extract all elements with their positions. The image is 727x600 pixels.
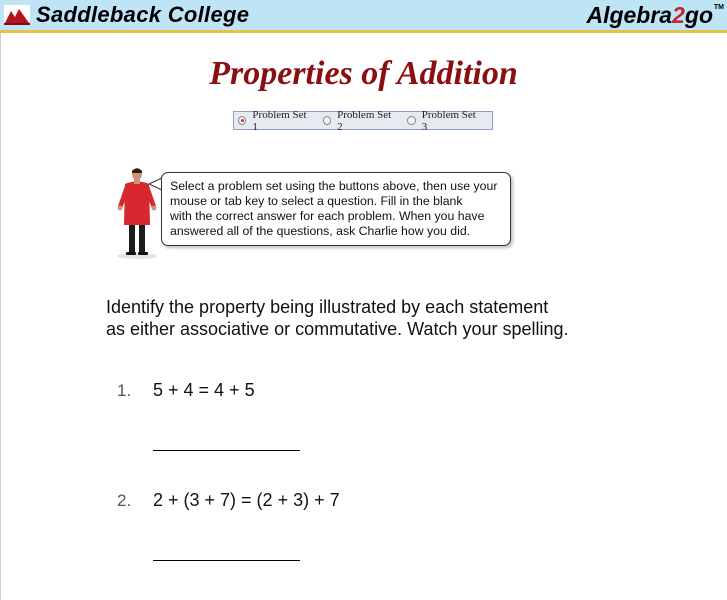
problem-2-number: 2.: [117, 491, 132, 510]
instructions: [106, 296, 666, 340]
problem-1-answer-input[interactable]: [153, 428, 300, 451]
algebra2go-suffix: go: [684, 1, 713, 28]
algebra2go-brand[interactable]: [586, 1, 724, 29]
problem-set-3-option[interactable]: [407, 109, 479, 133]
problem-set-2-radio[interactable]: [323, 116, 331, 125]
problem-set-3-radio[interactable]: [407, 116, 415, 125]
problem-2: [117, 490, 340, 511]
saddleback-brand[interactable]: [4, 2, 249, 28]
problem-set-selector: [233, 108, 493, 133]
instructions-line-1: Identify the property being illustrated by each statement: [106, 297, 549, 317]
problem-2-expression: 2 + (3 + 7) = (2 + 3) + 7: [153, 490, 340, 510]
problem-1-expression: 5 + 4 = 4 + 5: [153, 380, 255, 400]
bubble-line-1: Select a problem set using the buttons above, then use your: [170, 179, 498, 193]
problem-set-2-label: Problem Set 2: [337, 108, 392, 133]
saddleback-mountain-logo-icon: [4, 5, 30, 25]
bubble-line-3: with the correct answer for each problem. When you have: [170, 209, 485, 223]
trademark-mark: TM: [713, 4, 724, 11]
charlie-speech-bubble: [161, 172, 511, 246]
algebra2go-two: 2: [672, 1, 685, 28]
bubble-line-4: answered all of the questions, ask Charlie how you did.: [170, 224, 471, 238]
problem-1-number: 1.: [117, 381, 132, 400]
problem-set-1-option[interactable]: [238, 109, 310, 133]
site-header: [0, 0, 727, 33]
problem-2-answer-input[interactable]: [153, 538, 300, 561]
bubble-line-2: mouse or tab key to select a question. Fill in the blank: [170, 194, 463, 208]
page-title: Properties of Addition: [209, 55, 518, 92]
page-left-border: [0, 33, 1, 600]
problem-set-2-option[interactable]: [323, 109, 395, 133]
problem-1: [117, 380, 255, 401]
problem-set-1-radio[interactable]: [238, 116, 246, 125]
algebra2go-prefix: Algebra: [586, 1, 673, 28]
instructions-line-2: as either associative or commutative. Watch your spelling.: [106, 319, 569, 339]
problem-set-1-label: Problem Set 1: [252, 108, 307, 133]
saddleback-college-text: Saddleback College: [36, 2, 250, 27]
problem-set-3-label: Problem Set 3: [421, 108, 476, 133]
